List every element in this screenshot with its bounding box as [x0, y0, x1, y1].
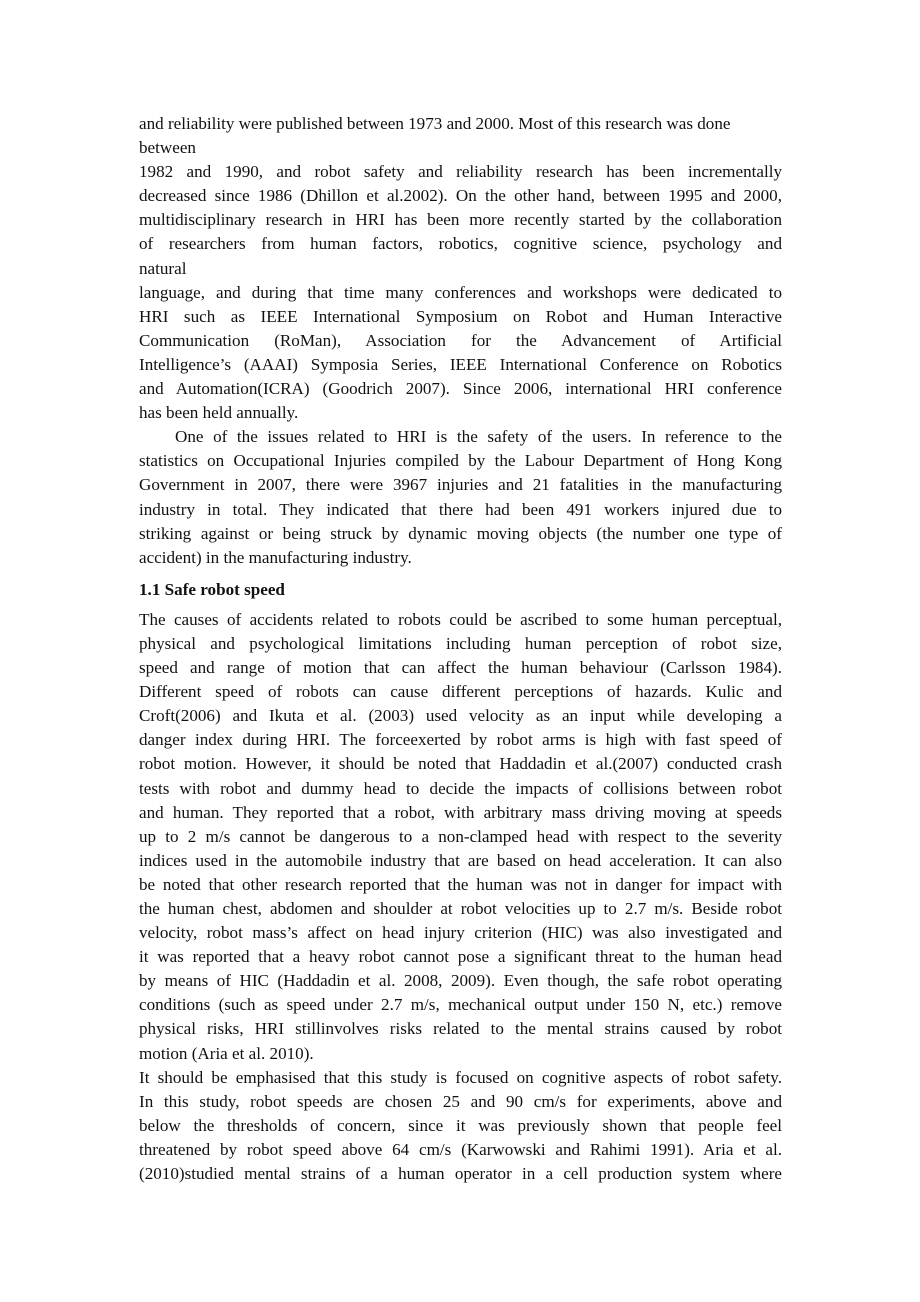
- text-line: below the thresholds of concern, since it was previously shown that people feel: [139, 1115, 782, 1135]
- text-line: striking against or being struck by dynamic moving objects (the number one type of: [139, 523, 782, 543]
- text-line: HRI such as IEEE International Symposium on Robot and Human Interactive: [139, 306, 782, 326]
- text-line: 1982 and 1990, and robot safety and reliability research has been incrementally: [139, 162, 782, 182]
- text-line: statistics on Occupational Injuries compiled by the Labour Department of Hong Kong: [139, 451, 782, 471]
- text-line: between: [139, 138, 196, 158]
- body-text-before-section: [139, 112, 782, 570]
- text-line: physical risks, HRI stillinvolves risks related to the mental strains caused by robot: [139, 1019, 782, 1039]
- text-line: One of the issues related to HRI is the safety of the users. In reference to the: [175, 427, 782, 447]
- text-line: language, and during that time many conferences and workshops were dedicated to: [139, 282, 782, 302]
- text-line: motion (Aria et al. 2010).: [139, 1043, 314, 1063]
- section-heading: 1.1 Safe robot speed: [139, 579, 285, 599]
- text-line: natural: [139, 258, 187, 278]
- text-line: robot motion. However, it should be noted that Haddadin et al.(2007) conducted crash: [139, 754, 782, 774]
- text-line: In this study, robot speeds are chosen 25 and 90 cm/s for experiments, above and: [139, 1091, 782, 1111]
- text-line: Croft(2006) and Ikuta et al. (2003) used velocity as an input while developing a: [139, 706, 782, 726]
- text-line: threatened by robot speed above 64 cm/s (Karwowski and Rahimi 1991). Aria et al.: [139, 1139, 782, 1159]
- text-line: industry in total. They indicated that there had been 491 workers injured due to: [139, 499, 782, 519]
- paragraph-p4: [139, 1066, 782, 1186]
- text-line: the human chest, abdomen and shoulder at robot velocities up to 2.7 m/s. Beside robot: [139, 899, 782, 918]
- text-line: physical and psychological limitations including human perception of robot size,: [139, 633, 782, 653]
- text-line: up to 2 m/s cannot be dangerous to a non-clamped head with respect to the severity: [139, 826, 782, 846]
- paragraph-p2: [139, 425, 782, 570]
- text-line: danger index during HRI. The forceexerted by robot arms is high with fast speed of: [139, 730, 782, 750]
- body-text-section: [139, 608, 782, 1186]
- text-line: It should be emphasised that this study is focused on cognitive aspects of robot safety.: [139, 1067, 782, 1087]
- text-line: be noted that other research reported that the human was not in danger for impact with: [139, 874, 782, 894]
- text-line: has been held annually.: [139, 403, 299, 423]
- paragraph-p3: [139, 608, 782, 1066]
- text-line: conditions (such as speed under 2.7 m/s, mechanical output under 150 N, etc.) remove: [139, 995, 782, 1015]
- text-line: decreased since 1986 (Dhillon et al.2002). On the other hand, between 1995 and 2000,: [139, 186, 782, 206]
- text-line: indices used in the automobile industry that are based on head acceleration. It can also: [139, 850, 782, 870]
- text-line: and human. They reported that a robot, with arbitrary mass driving moving at speeds: [139, 802, 782, 822]
- text-line: of researchers from human factors, robotics, cognitive science, psychology and: [139, 234, 782, 254]
- paragraph-p1: [139, 112, 782, 425]
- text-line: Intelligence’s (AAAI) Symposia Series, IEEE International Conference on Robotics: [139, 354, 782, 374]
- text-line: Different speed of robots can cause different perceptions of hazards. Kulic and: [139, 682, 782, 702]
- text-line: and Automation(ICRA) (Goodrich 2007). Since 2006, international HRI conference: [139, 379, 782, 399]
- text-line: The causes of accidents related to robots could be ascribed to some human perceptual,: [139, 609, 782, 629]
- text-line: velocity, robot mass’s affect on head injury criterion (HIC) was also investigated and: [139, 923, 782, 943]
- text-line: speed and range of motion that can affect the human behaviour (Carlsson 1984).: [139, 658, 782, 678]
- text-line: Communication (RoMan), Association for the Advancement of Artificial: [139, 330, 782, 350]
- text-line: it was reported that a heavy robot cannot pose a significant threat to the human head: [139, 947, 782, 967]
- text-line: by means of HIC (Haddadin et al. 2008, 2009). Even though, the safe robot operating: [139, 971, 782, 991]
- text-line: tests with robot and dummy head to decide the impacts of collisions between robot: [139, 778, 782, 798]
- text-line: Government in 2007, there were 3967 injuries and 21 fatalities in the manufacturing: [139, 475, 782, 495]
- text-line: multidisciplinary research in HRI has been more recently started by the collaboration: [139, 210, 782, 230]
- document-page: [139, 112, 782, 1186]
- text-line: and reliability were published between 1973 and 2000. Most of this research was done: [139, 114, 731, 133]
- text-line: (2010)studied mental strains of a human operator in a cell production system where: [139, 1164, 782, 1184]
- text-line: accident) in the manufacturing industry.: [139, 547, 412, 567]
